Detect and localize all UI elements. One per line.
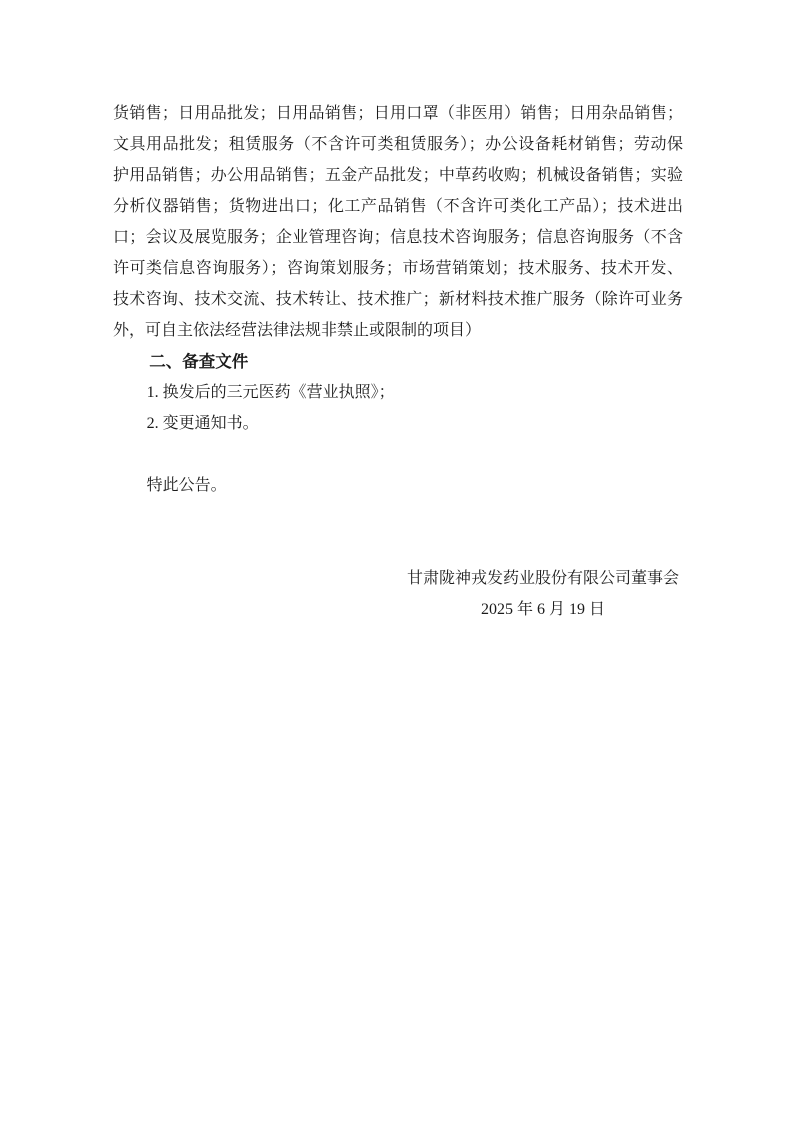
company-signature: 甘肃陇神戎发药业股份有限公司董事会 — [406, 570, 679, 587]
body-paragraph-line: 护用品销售；办公用品销售；五金产品批发；中草药收购；机械设备销售；实验 — [113, 167, 683, 184]
body-paragraph-line: 口；会议及展览服务；企业管理咨询；信息技术咨询服务；信息咨询服务（不含 — [113, 229, 683, 246]
list-item: 2. 变更通知书。 — [146, 415, 259, 432]
list-item: 1. 换发后的三元医药《营业执照》； — [146, 384, 395, 401]
body-paragraph-line: 分析仪器销售；货物进出口；化工产品销售（不含许可类化工产品）；技术进出 — [113, 198, 683, 215]
body-paragraph-line: 外，可自主依法经营法律法规非禁止或限制的项目） — [113, 322, 482, 339]
document-body — [113, 98, 683, 625]
section-heading: 二、备查文件 — [149, 352, 249, 371]
closing-text: 特此公告。 — [146, 477, 227, 494]
signature-date: 2025 年 6 月 19 日 — [480, 601, 605, 618]
body-paragraph-line: 货销售；日用品批发；日用品销售；日用口罩（非医用）销售；日用杂品销售； — [113, 105, 683, 122]
body-paragraph-line: 许可类信息咨询服务）；咨询策划服务；市场营销策划；技术服务、技术开发、 — [113, 260, 683, 277]
body-paragraph-line: 技术咨询、技术交流、技术转让、技术推广；新材料技术推广服务（除许可业务 — [113, 291, 683, 308]
signature-block — [407, 563, 679, 625]
body-paragraph-line: 文具用品批发；租赁服务（不含许可类租赁服务）；办公设备耗材销售；劳动保 — [113, 136, 683, 153]
